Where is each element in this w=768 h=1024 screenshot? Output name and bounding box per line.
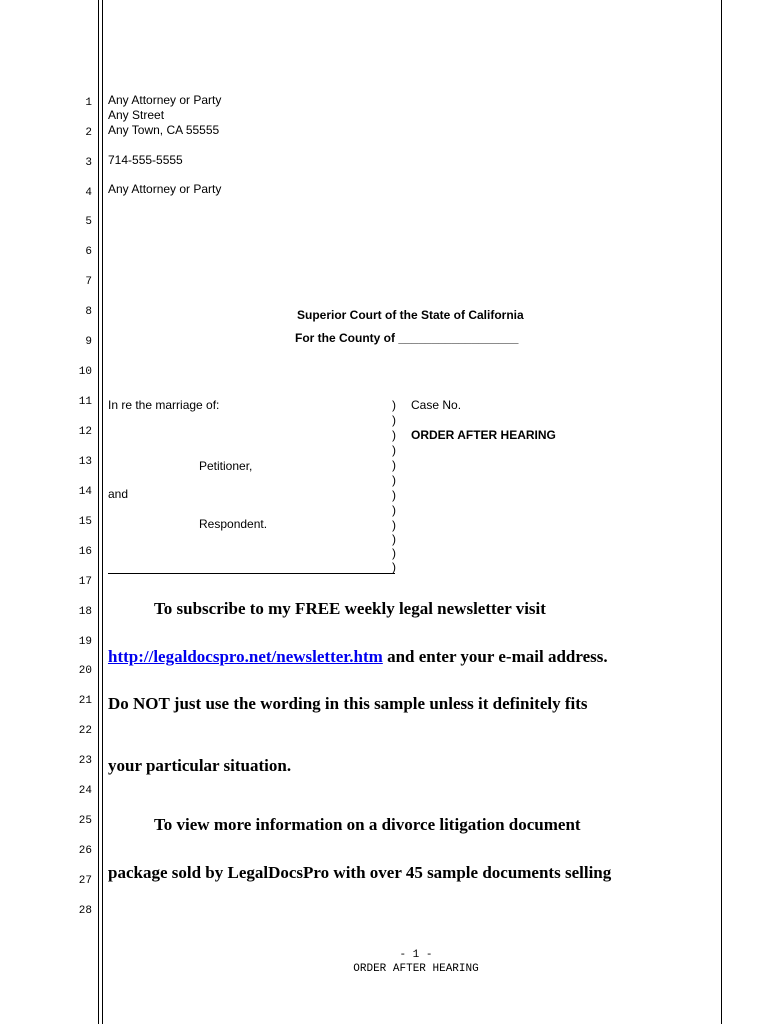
caption-paren: ) (392, 458, 396, 472)
line-number: 4 (85, 187, 92, 199)
line-number: 5 (85, 216, 92, 228)
line-number: 18 (78, 606, 92, 618)
caption-underline (108, 573, 395, 574)
court-name: Superior Court of the State of California (297, 308, 524, 322)
body-line: To subscribe to my FREE weekly legal newsletter visit (154, 599, 546, 618)
body-line: your particular situation. (108, 756, 292, 775)
caption-paren: ) (392, 503, 396, 517)
right-margin-rule (721, 0, 722, 1024)
petitioner-label: Petitioner, (199, 459, 253, 473)
body-line-rest: and enter your e-mail address. (382, 647, 608, 666)
caption-paren: ) (392, 532, 396, 546)
line-number: 1 (85, 97, 92, 109)
line-number: 7 (85, 276, 92, 288)
line-number: 20 (78, 665, 92, 677)
body-line (108, 647, 608, 667)
body-line: package sold by LegalDocsPro with over 45 sample documents selling (108, 863, 612, 882)
page-number: - 1 - (399, 949, 433, 961)
line-number: 14 (78, 486, 92, 498)
line-number: 15 (78, 516, 92, 528)
line-number: 13 (78, 456, 92, 468)
caption-paren: ) (392, 546, 396, 560)
body-line: To view more information on a divorce litigation document (154, 815, 581, 834)
line-number: 27 (78, 875, 92, 887)
caption-paren: ) (392, 473, 396, 487)
attorney-street: Any Street (108, 108, 165, 122)
line-number: 16 (78, 546, 92, 558)
line-number: 23 (78, 755, 92, 767)
line-number: 6 (85, 246, 92, 258)
left-margin-rule-inner (102, 0, 103, 1024)
attorney-for: Any Attorney or Party (108, 182, 222, 196)
line-number: 25 (78, 815, 92, 827)
line-number: 26 (78, 845, 92, 857)
attorney-city: Any Town, CA 55555 (108, 123, 220, 137)
caption-paren: ) (392, 398, 396, 412)
line-number: 12 (78, 426, 92, 438)
caption-paren: ) (392, 518, 396, 532)
line-number: 19 (78, 636, 92, 648)
case-number-label: Case No. (411, 398, 462, 412)
line-number: 28 (78, 905, 92, 917)
left-margin-rule-outer (98, 0, 99, 1024)
attorney-name: Any Attorney or Party (108, 93, 222, 107)
line-number: 2 (85, 127, 92, 139)
caption-paren: ) (392, 488, 396, 502)
caption-paren: ) (392, 443, 396, 457)
line-number: 3 (85, 157, 92, 169)
newsletter-link[interactable]: http://legaldocspro.net/newsletter.htm (108, 647, 383, 666)
line-number: 11 (78, 396, 92, 408)
footer-title: ORDER AFTER HEARING (353, 963, 479, 975)
line-number: 17 (78, 576, 92, 588)
respondent-label: Respondent. (199, 517, 268, 531)
line-number: 9 (85, 336, 92, 348)
caption-paren: ) (392, 413, 396, 427)
caption-paren: ) (392, 428, 396, 442)
document-title: ORDER AFTER HEARING (411, 428, 556, 442)
line-number: 22 (78, 725, 92, 737)
caption-paren: ) (392, 560, 396, 574)
line-number: 8 (85, 306, 92, 318)
and-label: and (108, 487, 129, 501)
attorney-phone: 714-555-5555 (108, 153, 183, 167)
line-number: 10 (78, 366, 92, 378)
in-re-label: In re the marriage of: (108, 398, 220, 412)
court-county: For the County of __________________ (295, 331, 519, 345)
line-number: 24 (78, 785, 92, 797)
line-number: 21 (78, 695, 92, 707)
body-line: Do NOT just use the wording in this sample unless it definitely fits (108, 694, 588, 713)
